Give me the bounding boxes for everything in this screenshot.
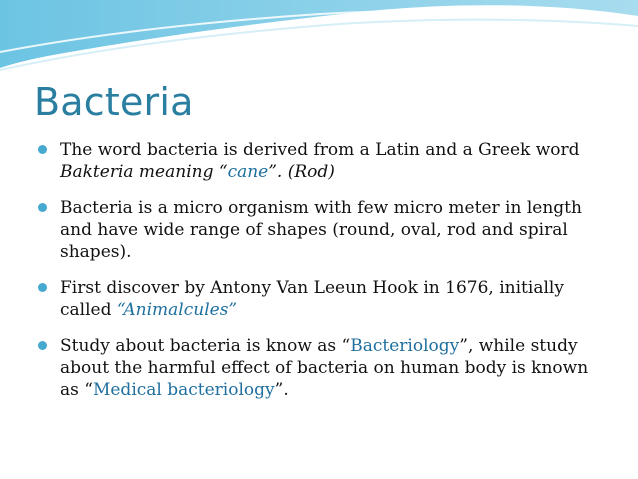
- bullet-italic-text: ”. (Rod): [268, 162, 335, 182]
- header-wave-decoration: [0, 0, 638, 80]
- bullet-icon: [38, 341, 47, 350]
- bullet-text: Study about bacteria is know as “: [60, 336, 351, 356]
- highlight-medical-bacteriology: Medical bacteriology: [92, 380, 275, 400]
- bullet-text: ”, while study about the harmful effect of bacteria on human body is known as “: [60, 336, 589, 400]
- bullet-text: First discover by Antony Van Leeun Hook in 1676, initially called: [60, 278, 564, 320]
- bullet-item: [38, 197, 608, 263]
- bullet-text: Bacteria is a micro organism with few micro meter in length and have wide range of shapes (round, oval, rod and spiral shapes).: [60, 198, 582, 262]
- highlight-animalcules: “Animalcules”: [116, 300, 238, 320]
- bullet-text: The word bacteria is derived from a Latin and a Greek word: [60, 140, 580, 160]
- bullet-list: [38, 139, 608, 401]
- bullet-icon: [38, 283, 47, 292]
- bullet-italic-text: Bakteria meaning “: [60, 162, 228, 182]
- bullet-icon: [38, 203, 47, 212]
- slide-title: Bacteria: [34, 80, 194, 124]
- highlight-cane: cane: [227, 162, 269, 182]
- bullet-item: [38, 335, 608, 401]
- bullet-icon: [38, 145, 47, 154]
- highlight-bacteriology: Bacteriology: [350, 336, 460, 356]
- bullet-text: ”.: [274, 380, 289, 400]
- bullet-item: [38, 139, 608, 183]
- bullet-item: [38, 277, 608, 321]
